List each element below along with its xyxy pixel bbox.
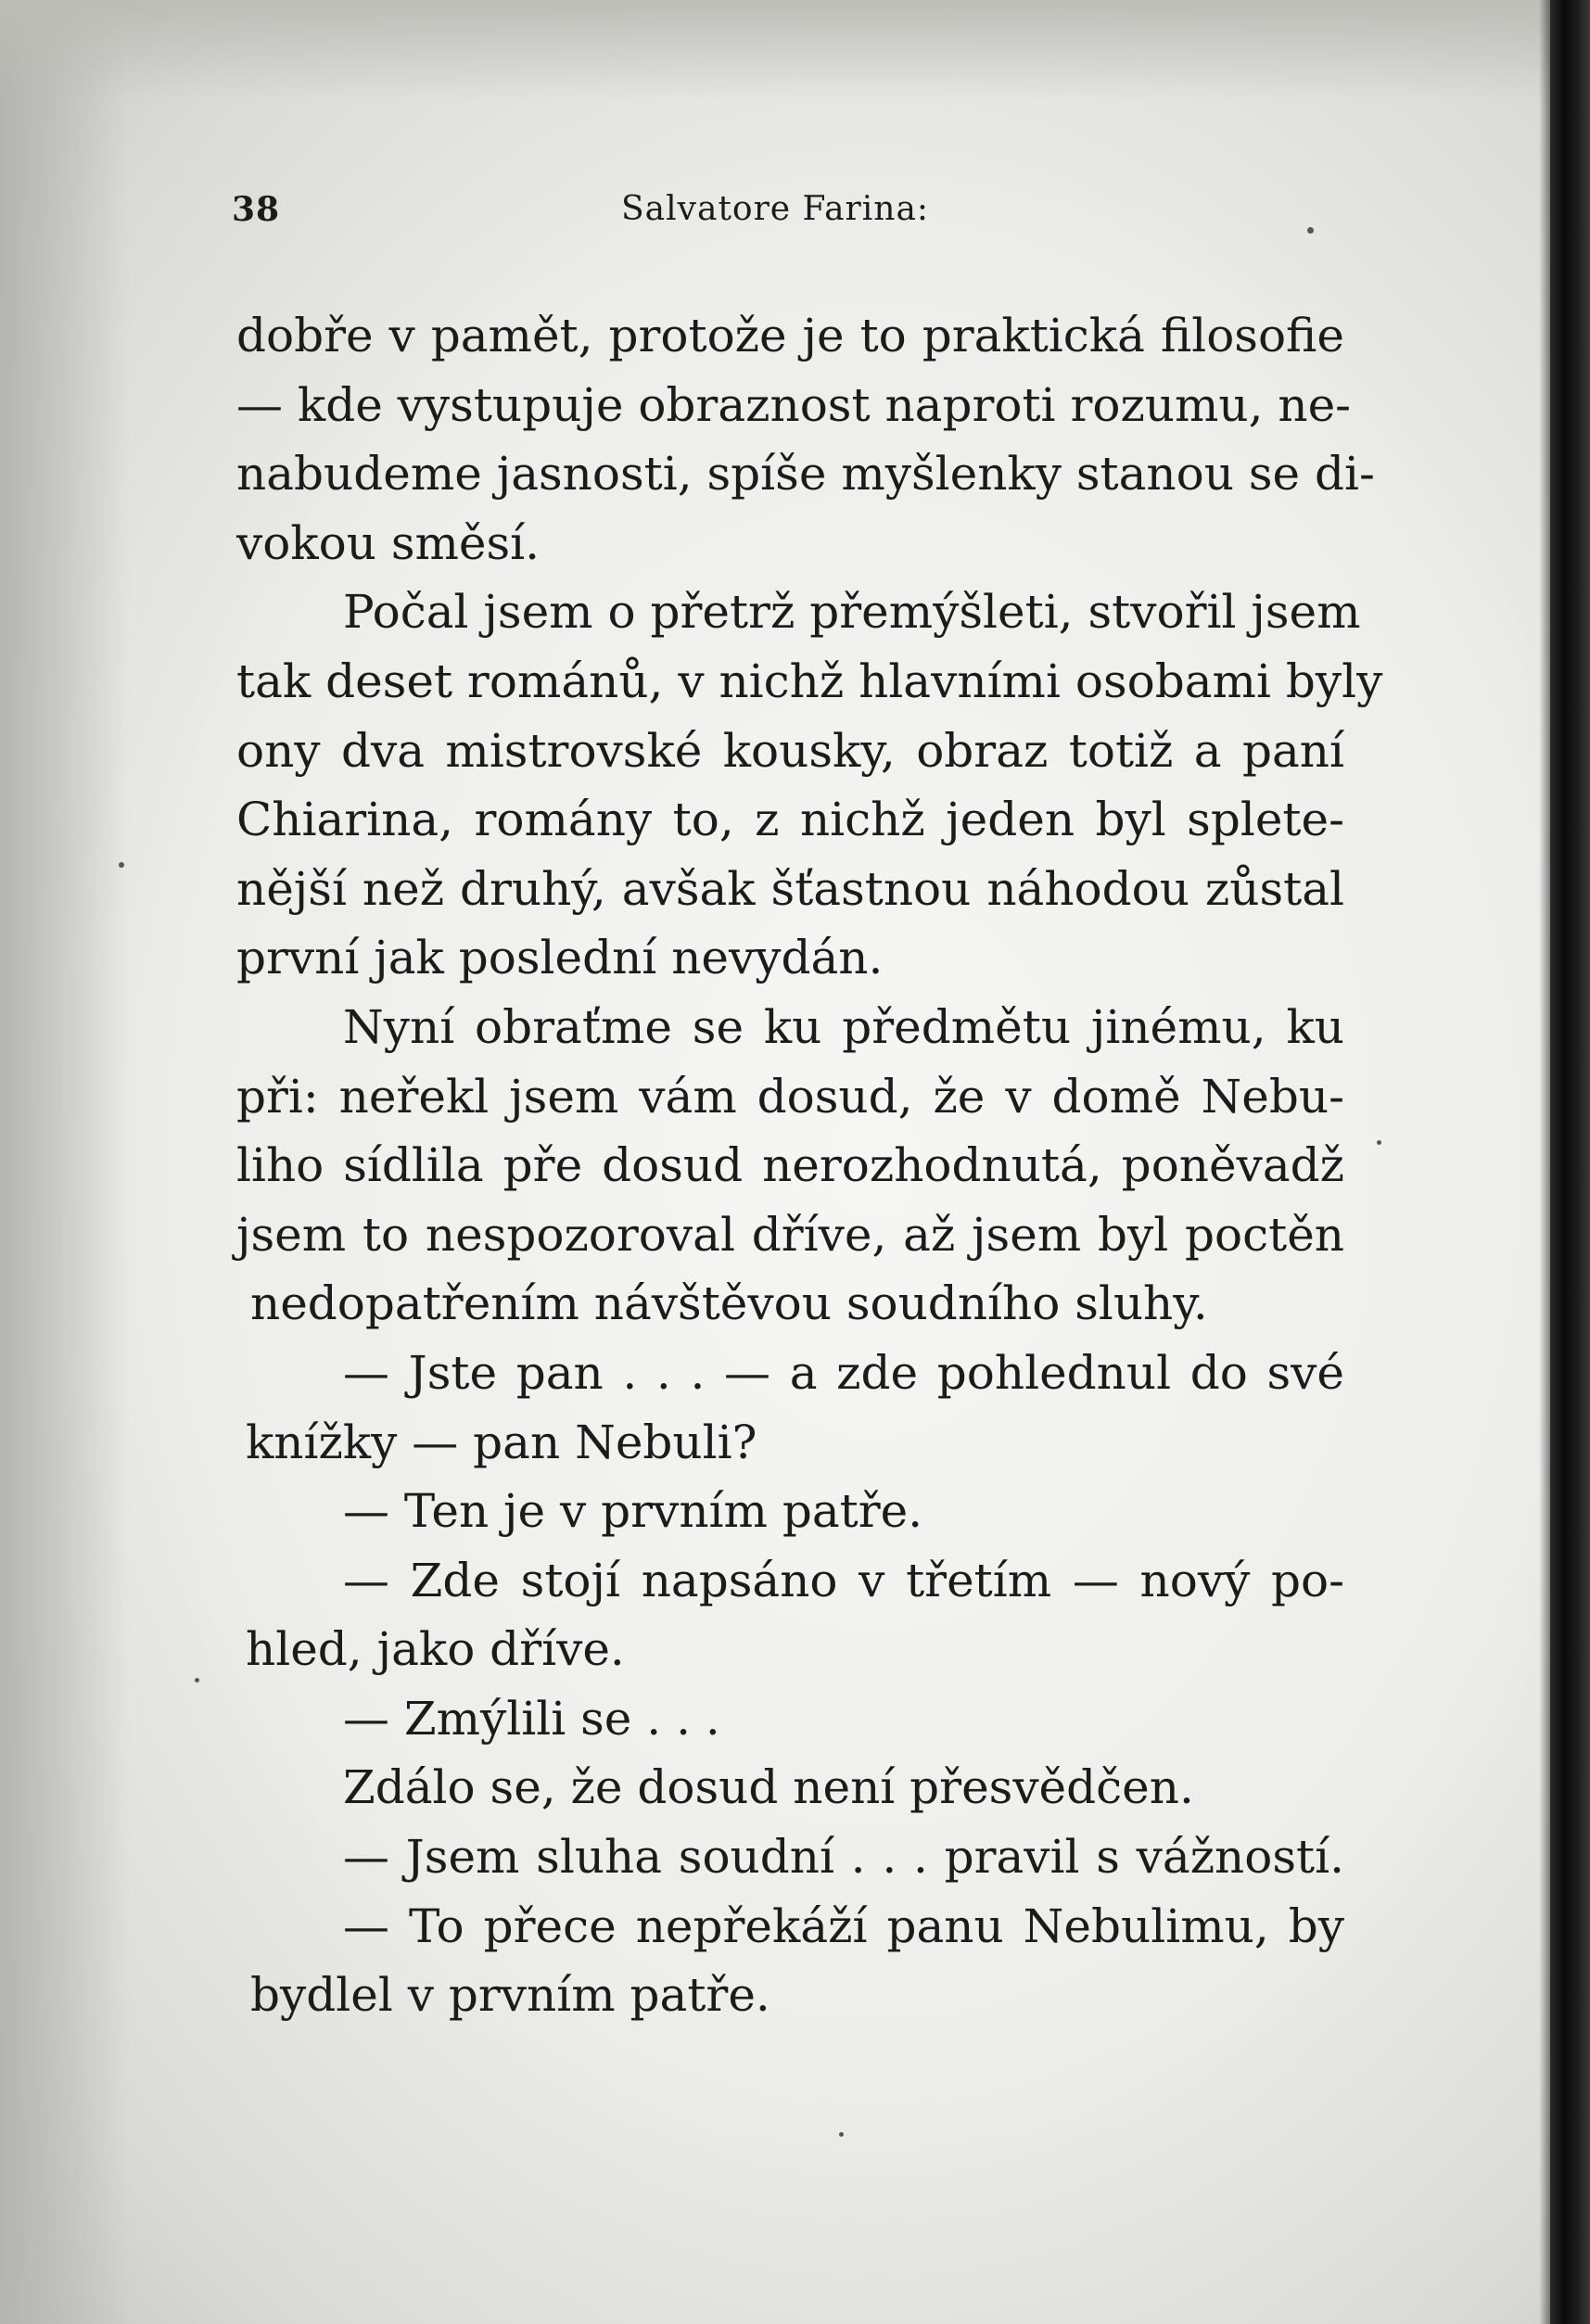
print-speck (195, 1678, 199, 1683)
text-line: jsem to nespozoroval dříve, až jsem byl poctěn (236, 1207, 1344, 1262)
text-line: Počal jsem o přetrž přemýšleti, stvořil jsem (343, 585, 1361, 640)
text-line: knížky — pan Nebuli? (246, 1415, 757, 1469)
text-line: hled, jako dříve. (246, 1622, 625, 1677)
text-line: nedopatřením návštěvou soudního sluhy. (250, 1276, 1208, 1331)
body-text (236, 301, 1383, 2030)
text-line: — To přece nepřekáží panu Nebulimu, by (343, 1899, 1344, 1953)
text-line: ony dva mistrovské kousky, obraz totiž a paní (236, 723, 1344, 778)
book-binding-edge (1550, 0, 1590, 2324)
text-line: — Jsem sluha soudní . . . pravil s vážností. (343, 1830, 1344, 1885)
print-speck (119, 862, 124, 868)
text-line: nabudeme jasnosti, spíše myšlenky stanou se di- (236, 447, 1375, 502)
text-line: bydlel v prvním patře. (250, 1968, 770, 2023)
running-head (232, 190, 1335, 236)
text-line: nější než druhý, avšak šťastnou náhodou zůstal (236, 861, 1344, 916)
text-line: Nyní obraťme se ku předmětu jinému, ku (343, 999, 1344, 1054)
text-line: vokou směsí. (236, 515, 541, 570)
text-line: — Ten je v prvním patře. (343, 1484, 923, 1539)
binding-shadow (1539, 0, 1550, 2324)
print-speck (1377, 1140, 1381, 1145)
page-shadow-top (0, 0, 1590, 102)
text-line: Zdálo se, že dosud není přesvědčen. (343, 1760, 1194, 1815)
print-speck (839, 2132, 844, 2137)
running-title: Salvatore Farina: (621, 190, 930, 228)
text-line: liho sídlila pře dosud nerozhodnutá, poněvadž (236, 1138, 1344, 1193)
page-number: 38 (232, 190, 281, 229)
page-shadow-left (0, 0, 130, 2324)
text-line: — kde vystupuje obraznost naproti rozumu, ne- (236, 377, 1352, 432)
text-line: Chiarina, romány to, z nichž jeden byl splete- (236, 793, 1344, 847)
text-line: — Zmýlili se . . . (343, 1691, 720, 1746)
text-line: dobře v pamět, protože je to praktická filosofie (236, 309, 1344, 362)
text-line: — Zde stojí napsáno v třetím — nový po- (343, 1553, 1344, 1607)
text-line: při: neřekl jsem vám dosud, že v domě Nebu- (236, 1069, 1344, 1124)
text-line: — Jste pan . . . — a zde pohlednul do své (343, 1345, 1344, 1400)
text-line: první jak poslední nevydán. (236, 931, 884, 985)
text-line: tak deset románů, v nichž hlavními osobami byly (236, 654, 1383, 708)
